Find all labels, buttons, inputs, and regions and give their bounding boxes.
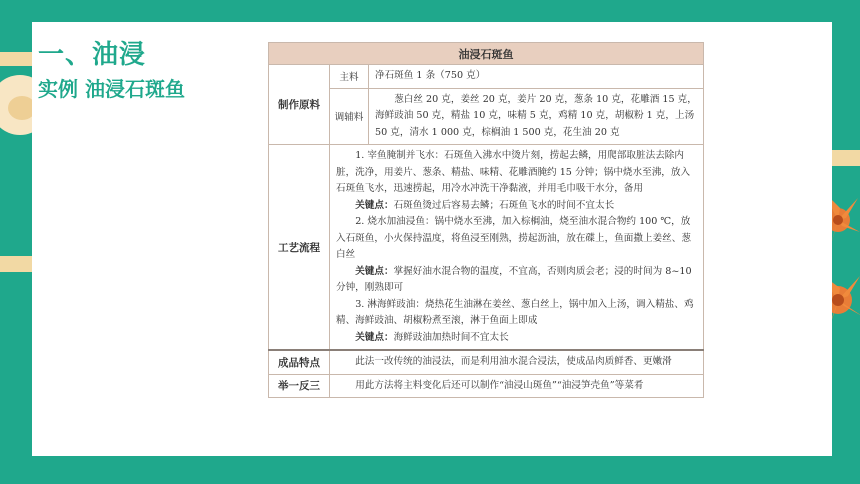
main-ingredient-value: 净石斑鱼 1 条（750 克） [369, 65, 704, 89]
features-text [330, 350, 704, 374]
extension-text [330, 374, 704, 398]
key-point-3 [336, 330, 697, 347]
ingredients-label: 制作原料 [269, 65, 330, 145]
table-title-row [269, 43, 704, 65]
key-point-1 [336, 198, 697, 215]
features-label: 成品特点 [269, 350, 330, 374]
key-point-text: 掌握好油水混合物的温度，不宜高，否则肉质会老；浸的时间为 8~10 分钟，刚熟即可 [336, 265, 692, 293]
key-point-text: 石斑鱼烫过后容易去鳞；石斑鱼飞水的时间不宜太长 [393, 199, 615, 211]
process-row [269, 145, 704, 351]
heading-block [38, 38, 185, 104]
features-row [269, 350, 704, 374]
recipe-table [268, 42, 704, 398]
aux-ingredient-text: 葱白丝 20 克，姜丝 20 克，姜片 20 克，葱条 10 克，花雕酒 15 克，海鲜豉油 50 克，精盐 10 克，味精 5 克，鸡精 10 克，胡椒粉 1 克，上汤 50 克，清水 1 000 克，棕榈油 1 500 克，花生油 20 克 [375, 93, 697, 138]
section-title: 一、油浸 [38, 40, 147, 70]
extension-row [269, 374, 704, 398]
extension-label: 举一反三 [269, 374, 330, 398]
key-point-label: 关键点： [355, 265, 394, 277]
ingredients-aux-row [269, 88, 704, 145]
features-paragraph: 此法一改传统的油浸法，而是利用油水混合浸法，使成品肉质鲜香、更嫩滑 [355, 356, 672, 367]
key-point-text: 海鲜豉油加热时间不宜太长 [393, 331, 509, 343]
aux-ingredient-value [369, 88, 704, 145]
process-step-3: 3. 淋海鲜豉油：烧热花生油淋在姜丝、葱白丝上，锅中加入上汤，调入精盐、鸡精、海鲜豉油、胡椒粉煮至滚，淋于鱼面上即成 [336, 298, 694, 326]
key-point-2 [336, 264, 697, 297]
key-point-label: 关键点： [355, 199, 394, 211]
process-content [330, 145, 704, 351]
key-point-label: 关键点： [355, 331, 394, 343]
table-title: 油浸石斑鱼 [269, 43, 704, 65]
aux-ingredient-label: 调辅料 [330, 88, 369, 145]
process-label: 工艺流程 [269, 145, 330, 351]
process-step-1: 1. 宰鱼腌制并飞水：石斑鱼入沸水中烫片刻，捞起去鳞，用爬部取脏法去除内脏，洗净，用姜片、葱条、精盐、味精、花雕酒腌约 15 分钟；锅中烧水至沸，放入石斑鱼飞水，迅速捞起，用冷水冲洗干净黏液，并用毛巾吸干水分，备用 [336, 150, 691, 194]
ingredients-main-row [269, 65, 704, 89]
main-ingredient-label: 主料 [330, 65, 369, 89]
extension-paragraph: 用此方法将主料变化后还可以制作“油浸山斑鱼”“油浸笋壳鱼”等菜肴 [355, 379, 644, 391]
example-title: 实例 油浸石斑鱼 [38, 77, 185, 101]
process-step-2: 2. 烧水加油浸鱼：锅中烧水至沸，加入棕榈油，烧至油水混合物约 100 ℃，放入石斑鱼，小火保持温度，将鱼浸至刚熟，捞起沥油，放在碟上，鱼面撒上姜丝、葱白丝 [336, 216, 691, 260]
